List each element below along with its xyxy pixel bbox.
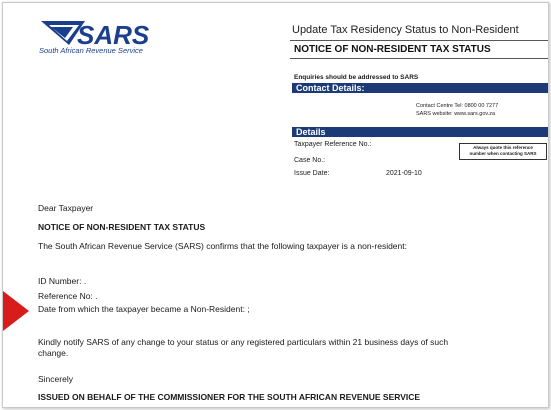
notice-heading: NOTICE OF NON-RESIDENT TAX STATUS [294, 44, 491, 55]
logo-text: SARS [77, 20, 150, 50]
notify-line-2: change. [38, 348, 69, 358]
heading-divider [290, 58, 548, 59]
issue-date-label: Issue Date: [294, 170, 330, 177]
document-title: Update Tax Residency Status to Non-Resident [292, 24, 519, 36]
closing: Sincerely [38, 374, 73, 384]
contact-details-bar: Contact Details: [292, 83, 548, 93]
taxpayer-ref-label: Taxpayer Reference No.: [294, 141, 372, 148]
non-resident-date-line: Date from which the taxpayer became a Non-Resident: ; [38, 304, 250, 314]
enquiries-text: Enquiries should be addressed to SARS [294, 74, 419, 81]
red-arrow-icon [3, 291, 29, 331]
body-heading: NOTICE OF NON-RESIDENT TAX STATUS [38, 222, 206, 232]
document-page [2, 2, 549, 408]
id-number-line: ID Number: . [38, 276, 87, 286]
logo-subtitle: South African Revenue Service [39, 46, 143, 55]
signoff: ISSUED ON BEHALF OF THE COMMISSIONER FOR THE SOUTH AFRICAN REVENUE SERVICE [38, 392, 421, 402]
contact-centre: Contact Centre Tel: 0800 00 7277 [416, 103, 499, 109]
quote-reference-note [459, 143, 547, 160]
case-no-label: Case No.: [294, 157, 326, 164]
quote-note-line-2: number when contacting SARS [469, 151, 537, 156]
notify-line-1: Kindly notify SARS of any change to your status or any registered particulars within 21 business days of such [38, 337, 449, 347]
quote-note-line-1: Always quote this reference [473, 145, 533, 150]
reference-number-line: Reference No: . [38, 291, 98, 301]
title-divider [290, 40, 548, 41]
details-bar: Details [292, 127, 548, 137]
sars-website: SARS website: www.sars.gov.za [416, 111, 496, 117]
issue-date-value: 2021-09-10 [386, 170, 422, 177]
intro-paragraph: The South African Revenue Service (SARS) confirms that the following taxpayer is a non-resident: [38, 241, 407, 251]
salutation: Dear Taxpayer [38, 203, 94, 213]
